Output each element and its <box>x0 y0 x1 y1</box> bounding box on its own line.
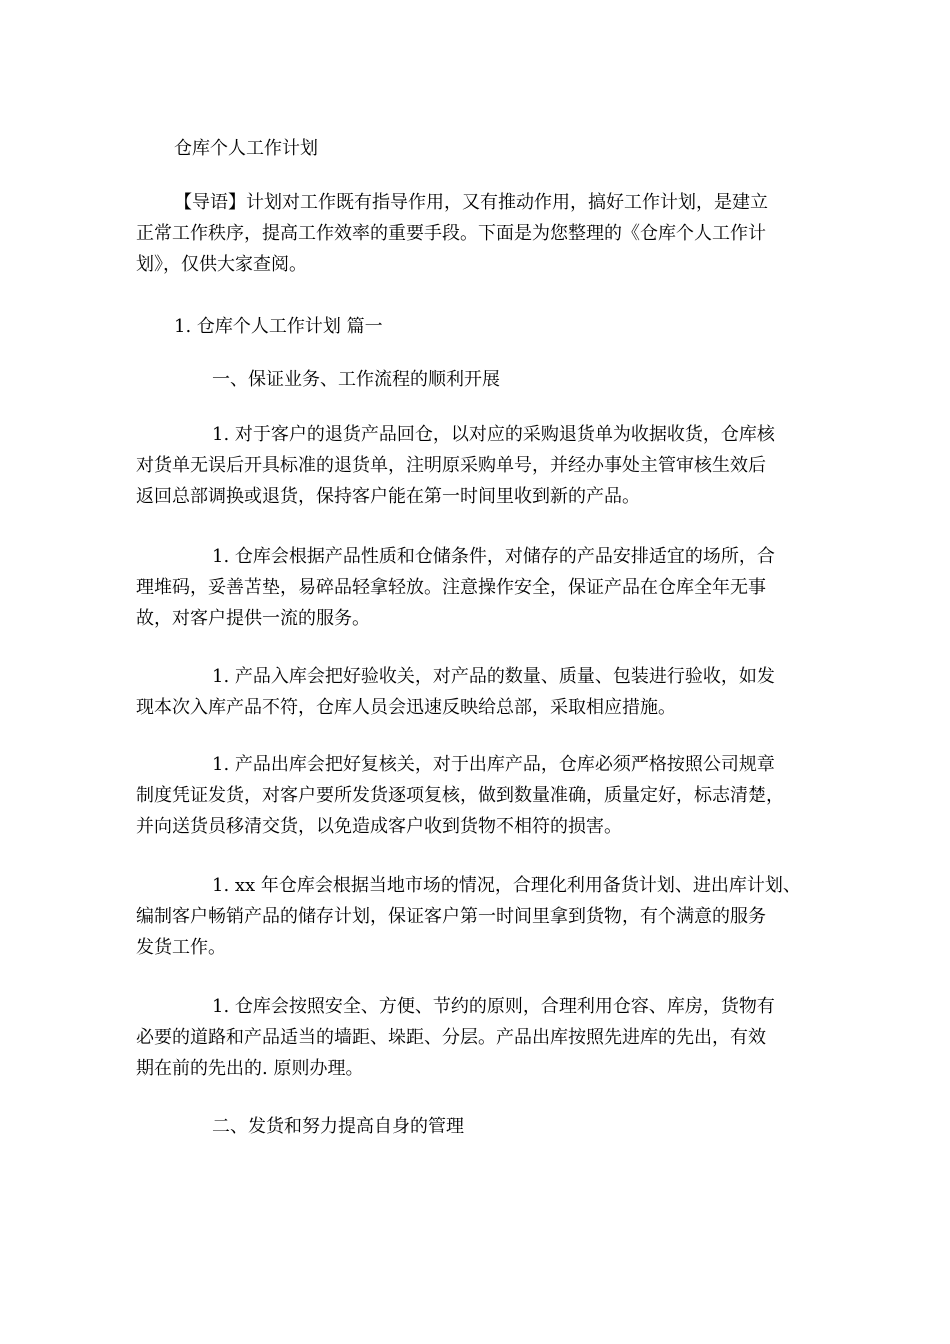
subheading-2: 二、发货和努力提高自身的管理 <box>212 1116 464 1137</box>
item-paragraph-4: 1. 产品出库会把好复核关，对于出库产品，仓库必须严格按照公司规章 制度凭证发货，对客户要所发货逐项复核，做到数量准确，质量定好，标志清楚， 并向送货员移清交货，以免造成客户收到货物不相符的损害。 <box>136 754 784 837</box>
item-paragraph-6: 1. 仓库会按照安全、方便、节约的原则，合理利用仓容、库房，货物有 必要的道路和产品适当的墙距、垛距、分层。产品出库按照先进库的先出，有效 期在前的先出的. 原则办理。 <box>136 996 775 1079</box>
subheading-1: 一、保证业务、工作流程的顺利开展 <box>212 369 500 390</box>
document-title: 仓库个人工作计划 <box>174 138 318 159</box>
item-paragraph-5: 1. xx 年仓库会根据当地市场的情况，合理化利用备货计划、进出库计划、 编制客户畅销产品的储存计划，保证客户第一时间里拿到货物，有个满意的服务 发货工作。 <box>136 875 801 958</box>
intro-paragraph: 【导语】计划对工作既有指导作用，又有推动作用，搞好工作计划，是建立 正常工作秩序，提高工作效率的重要手段。下面是为您整理的《仓库个人工作计 划》，仅供大家查阅。 <box>136 192 768 275</box>
item-paragraph-2: 1. 仓库会根据产品性质和仓储条件，对储存的产品安排适宜的场所，合 理堆码，妥善苫垫，易碎品轻拿轻放。注意操作安全，保证产品在仓库全年无事 故，对客户提供一流的服务。 <box>136 546 775 629</box>
item-paragraph-3: 1. 产品入库会把好验收关，对产品的数量、质量、包装进行验收，如发 现本次入库产品不符，仓库人员会迅速反映给总部，采取相应措施。 <box>136 666 775 718</box>
item-paragraph-1: 1. 对于客户的退货产品回仓，以对应的采购退货单为收据收货，仓库核 对货单无误后开具标准的退货单，注明原采购单号，并经办事处主管审核生效后 返回总部调换或退货，保持客户能在第一时间里收到新的产品。 <box>136 424 775 507</box>
section-heading: 1. 仓库个人工作计划 篇一 <box>174 316 383 337</box>
